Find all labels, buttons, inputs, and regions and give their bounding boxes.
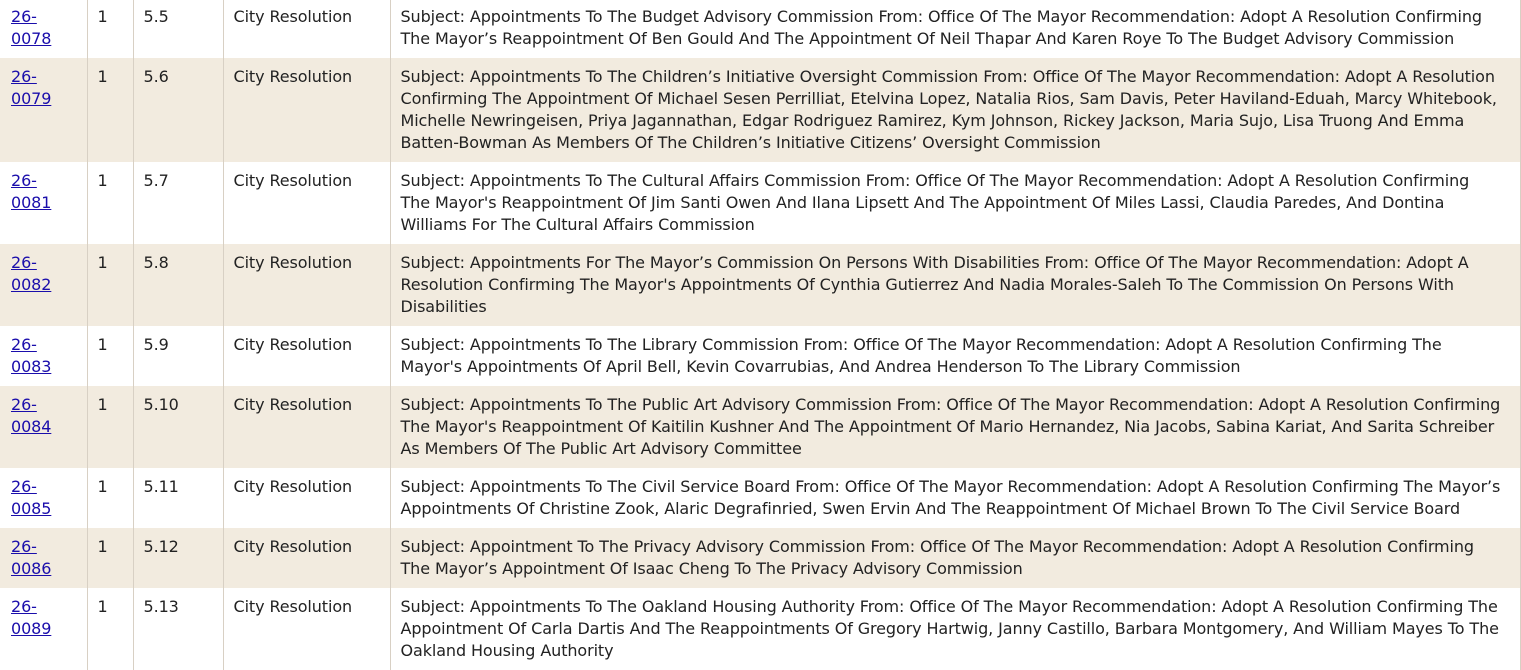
file-type-cell: City Resolution: [223, 528, 390, 588]
table-row: [0, 162, 1520, 244]
version-cell: 1: [87, 386, 133, 468]
agenda-item-cell: 5.7: [133, 162, 223, 244]
version-cell: 1: [87, 588, 133, 670]
file-number-cell: [0, 58, 87, 162]
table-row: [0, 468, 1520, 528]
version-cell: 1: [87, 162, 133, 244]
title-cell: Subject: Appointments To The Children’s Initiative Oversight Commission From: Office Of The Mayor Recommendation: Adopt A Resolution Confirming The Appointment Of Michael Sesen Perrilliat, Etelvina Lopez, Natalia Rios, Sam Davis, Peter Haviland-Eduah, Marcy Whitebook, Michelle Newringeisen, Priya Jagannathan, Edgar Rodriguez Ramirez, Kym Johnson, Rickey Jackson, Maria Sujo, Lisa Truong And Emma Batten-Bowman As Members Of The Children’s Initiative Citizens’ Oversight Commission: [390, 58, 1520, 162]
agenda-item-cell: 5.8: [133, 244, 223, 326]
title-cell: Subject: Appointments To The Civil Service Board From: Office Of The Mayor Recommendation: Adopt A Resolution Confirming The Mayor’s Appointments Of Christine Zook, Alaric Degrafinried, Swen Ervin And The Reappointment Of Michael Brown To The Civil Service Board: [390, 468, 1520, 528]
agenda-item-cell: 5.13: [133, 588, 223, 670]
table-row: [0, 386, 1520, 468]
file-type-cell: City Resolution: [223, 244, 390, 326]
file-number-cell: [0, 588, 87, 670]
file-number-link[interactable]: 26-0083: [11, 335, 52, 376]
file-number-link[interactable]: 26-0089: [11, 597, 52, 638]
file-number-link[interactable]: 26-0078: [11, 7, 52, 48]
file-number-link[interactable]: 26-0081: [11, 171, 52, 212]
version-cell: 1: [87, 468, 133, 528]
title-cell: Subject: Appointment To The Privacy Advisory Commission From: Office Of The Mayor Recommendation: Adopt A Resolution Confirming The Mayor’s Appointment Of Isaac Cheng To The Privacy Advisory Commission: [390, 528, 1520, 588]
table-row: [0, 588, 1520, 670]
file-number-link[interactable]: 26-0079: [11, 67, 52, 108]
file-number-cell: [0, 528, 87, 588]
title-cell: Subject: Appointments To The Budget Advisory Commission From: Office Of The Mayor Recommendation: Adopt A Resolution Confirming The Mayor’s Reappointment Of Ben Gould And The Appointment Of Neil Thapar And Karen Roye To The Budget Advisory Commission: [390, 0, 1520, 58]
file-number-cell: [0, 386, 87, 468]
title-cell: Subject: Appointments To The Oakland Housing Authority From: Office Of The Mayor Recommendation: Adopt A Resolution Confirming The Appointment Of Carla Dartis And The Reappointments Of Gregory Hartwig, Janny Castillo, Barbara Montgomery, And William Mayes To The Oakland Housing Authority: [390, 588, 1520, 670]
file-number-cell: [0, 0, 87, 58]
version-cell: 1: [87, 326, 133, 386]
version-cell: 1: [87, 528, 133, 588]
table-row: [0, 528, 1520, 588]
table-row: [0, 0, 1520, 58]
agenda-item-cell: 5.10: [133, 386, 223, 468]
file-number-link[interactable]: 26-0086: [11, 537, 52, 578]
table-row: [0, 58, 1520, 162]
version-cell: 1: [87, 0, 133, 58]
table-row: [0, 326, 1520, 386]
title-cell: Subject: Appointments For The Mayor’s Commission On Persons With Disabilities From: Office Of The Mayor Recommendation: Adopt A Resolution Confirming The Mayor's Appointments Of Cynthia Gutierrez And Nadia Morales-Saleh To The Commission On Persons With Disabilities: [390, 244, 1520, 326]
file-number-cell: [0, 244, 87, 326]
agenda-item-cell: 5.9: [133, 326, 223, 386]
file-number-link[interactable]: 26-0085: [11, 477, 52, 518]
title-cell: Subject: Appointments To The Library Commission From: Office Of The Mayor Recommendation: Adopt A Resolution Confirming The Mayor's Appointments Of April Bell, Kevin Covarrubias, And Andrea Henderson To The Library Commission: [390, 326, 1520, 386]
agenda-item-cell: 5.6: [133, 58, 223, 162]
agenda-item-cell: 5.12: [133, 528, 223, 588]
file-type-cell: City Resolution: [223, 0, 390, 58]
file-type-cell: City Resolution: [223, 162, 390, 244]
file-number-cell: [0, 468, 87, 528]
file-type-cell: City Resolution: [223, 326, 390, 386]
file-number-cell: [0, 326, 87, 386]
title-cell: Subject: Appointments To The Public Art Advisory Commission From: Office Of The Mayor Recommendation: Adopt A Resolution Confirming The Mayor's Reappointment Of Kaitilin Kushner And The Appointment Of Mario Hernandez, Nia Jacobs, Sabina Kariat, And Sarita Schreiber As Members Of The Public Art Advisory Committee: [390, 386, 1520, 468]
file-number-link[interactable]: 26-0084: [11, 395, 52, 436]
file-type-cell: City Resolution: [223, 386, 390, 468]
version-cell: 1: [87, 244, 133, 326]
agenda-item-cell: 5.5: [133, 0, 223, 58]
agenda-item-cell: 5.11: [133, 468, 223, 528]
table-row: [0, 244, 1520, 326]
file-type-cell: City Resolution: [223, 468, 390, 528]
file-number-link[interactable]: 26-0082: [11, 253, 52, 294]
title-cell: Subject: Appointments To The Cultural Affairs Commission From: Office Of The Mayor Recommendation: Adopt A Resolution Confirming The Mayor's Reappointment Of Jim Santi Owen And Ilana Lipsett And The Appointment Of Miles Lassi, Claudia Paredes, And Dontina Williams For The Cultural Affairs Commission: [390, 162, 1520, 244]
file-type-cell: City Resolution: [223, 588, 390, 670]
version-cell: 1: [87, 58, 133, 162]
file-type-cell: City Resolution: [223, 58, 390, 162]
file-number-cell: [0, 162, 87, 244]
